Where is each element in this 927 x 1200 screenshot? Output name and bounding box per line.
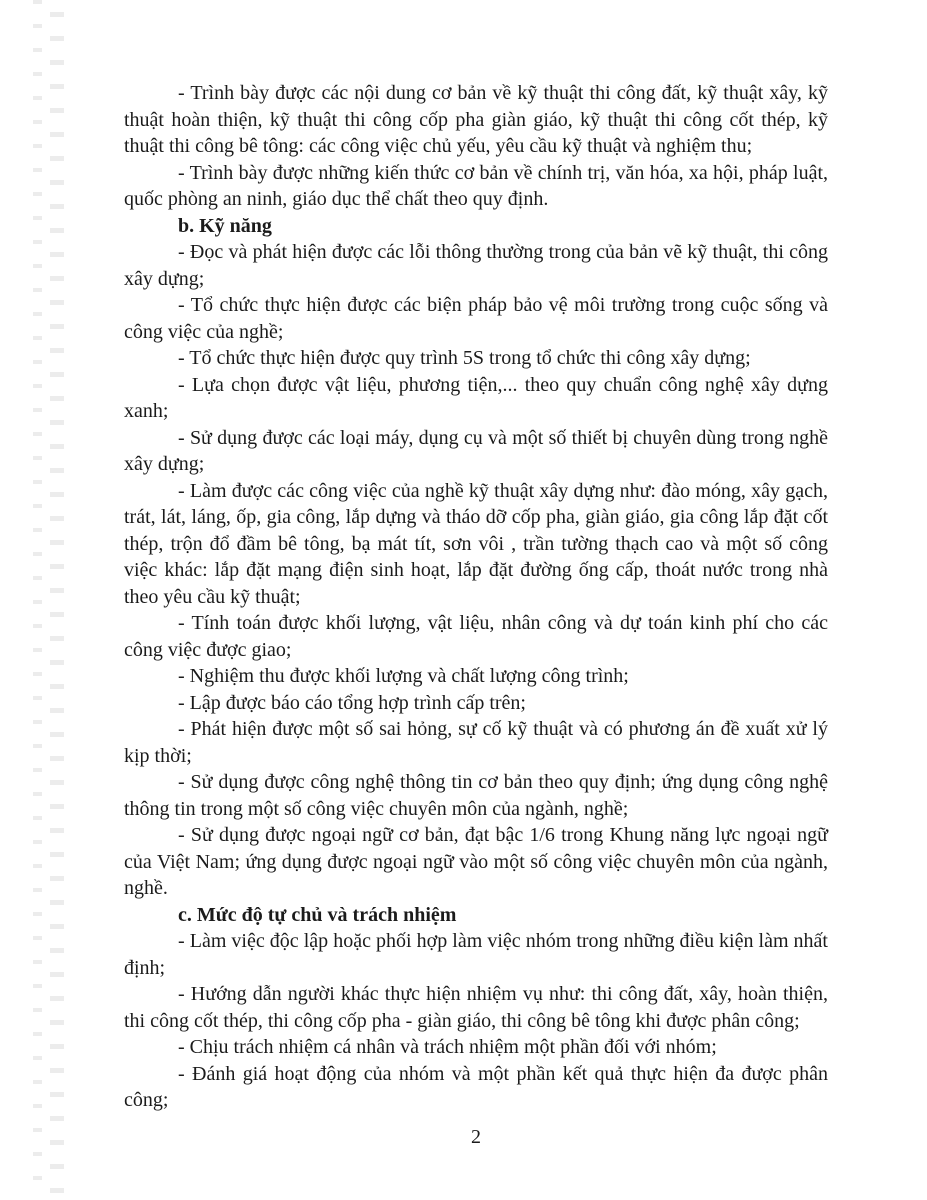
paragraph: - Tính toán được khối lượng, vật liệu, nhân công và dự toán kinh phí cho các công việc được giao; [124, 612, 828, 661]
paragraph: - Trình bày được các nội dung cơ bản về kỹ thuật thi công đất, kỹ thuật xây, kỹ thuật hoàn thiện, kỹ thuật thi công cốp pha giàn giáo, kỹ thuật thi công cốt thép, kỹ thuật thi công bê tông: các công việc chủ yếu, yêu cầu kỹ thuật và nghiệm thu; [124, 82, 828, 157]
paragraph: - Lựa chọn được vật liệu, phương tiện,... theo quy chuẩn công nghệ xây dựng xanh; [124, 373, 828, 422]
paragraph: - Sử dụng được các loại máy, dụng cụ và một số thiết bị chuyên dùng trong nghề xây dựng; [124, 426, 828, 475]
paragraph: - Đọc và phát hiện được các lỗi thông thường trong của bản vẽ kỹ thuật, thi công xây dựng; [124, 241, 828, 290]
page-number: 2 [471, 1126, 481, 1148]
paragraph: - Sử dụng được ngoại ngữ cơ bản, đạt bậc 1/6 trong Khung năng lực ngoại ngữ của Việt Nam; ứng dụng được ngoại ngữ vào một số công việc chuyên môn của ngành, nghề. [124, 824, 828, 899]
paragraph: - Làm được các công việc của nghề kỹ thuật xây dựng như: đào móng, xây gạch, trát, lát, láng, ốp, gia công, lắp dựng và tháo dỡ cốp pha, giàn giáo, gia công lắp đặt cốt thép, trộn đổ đầm bê tông, bạ mát tít, sơn vôi , trần tường thạch cao và một số công việc khác: lắp đặt mạng điện sinh hoạt, lắp đặt đường ống cấp, thoát nước trong nhà theo yêu cầu kỹ thuật; [124, 479, 828, 608]
paragraph: - Tổ chức thực hiện được quy trình 5S trong tổ chức thi công xây dựng; [178, 347, 751, 369]
paragraph: - Trình bày được những kiến thức cơ bản về chính trị, văn hóa, xa hội, pháp luật, quốc phòng an ninh, giáo dục thể chất theo quy định. [124, 161, 828, 210]
paragraph: - Hướng dẫn người khác thực hiện nhiệm vụ như: thi công đất, xây, hoàn thiện, thi công cốt thép, thi công cốp pha - giàn giáo, thi công bê tông khi được phân công; [124, 983, 828, 1032]
paragraph: - Tổ chức thực hiện được các biện pháp bảo vệ môi trường trong cuộc sống và công việc của nghề; [124, 294, 828, 343]
paragraph: - Đánh giá hoạt động của nhóm và một phần kết quả thực hiện đa được phân công; [124, 1062, 828, 1111]
paragraph: - Phát hiện được một số sai hỏng, sự cố kỹ thuật và có phương án đề xuất xử lý kịp thời; [124, 718, 828, 767]
page-content [124, 80, 828, 1114]
section-heading-b: b. Kỹ năng [178, 214, 272, 237]
paragraph: - Sử dụng được công nghệ thông tin cơ bản theo quy định; ứng dụng công nghệ thông tin trong một số công việc chuyên môn của ngành, nghề; [124, 771, 828, 820]
paragraph: - Làm việc độc lập hoặc phối hợp làm việc nhóm trong những điều kiện làm nhất định; [124, 930, 828, 979]
paragraph: - Lập được báo cáo tổng hợp trình cấp trên; [178, 691, 526, 714]
paragraph: - Nghiệm thu được khối lượng và chất lượng công trình; [178, 665, 629, 687]
paragraph: - Chịu trách nhiệm cá nhân và trách nhiệm một phần đối với nhóm; [178, 1036, 717, 1058]
section-heading-c: c. Mức độ tự chủ và trách nhiệm [178, 903, 457, 926]
scan-edge-artifact [50, 12, 64, 1200]
scan-edge-artifact [33, 0, 42, 1200]
